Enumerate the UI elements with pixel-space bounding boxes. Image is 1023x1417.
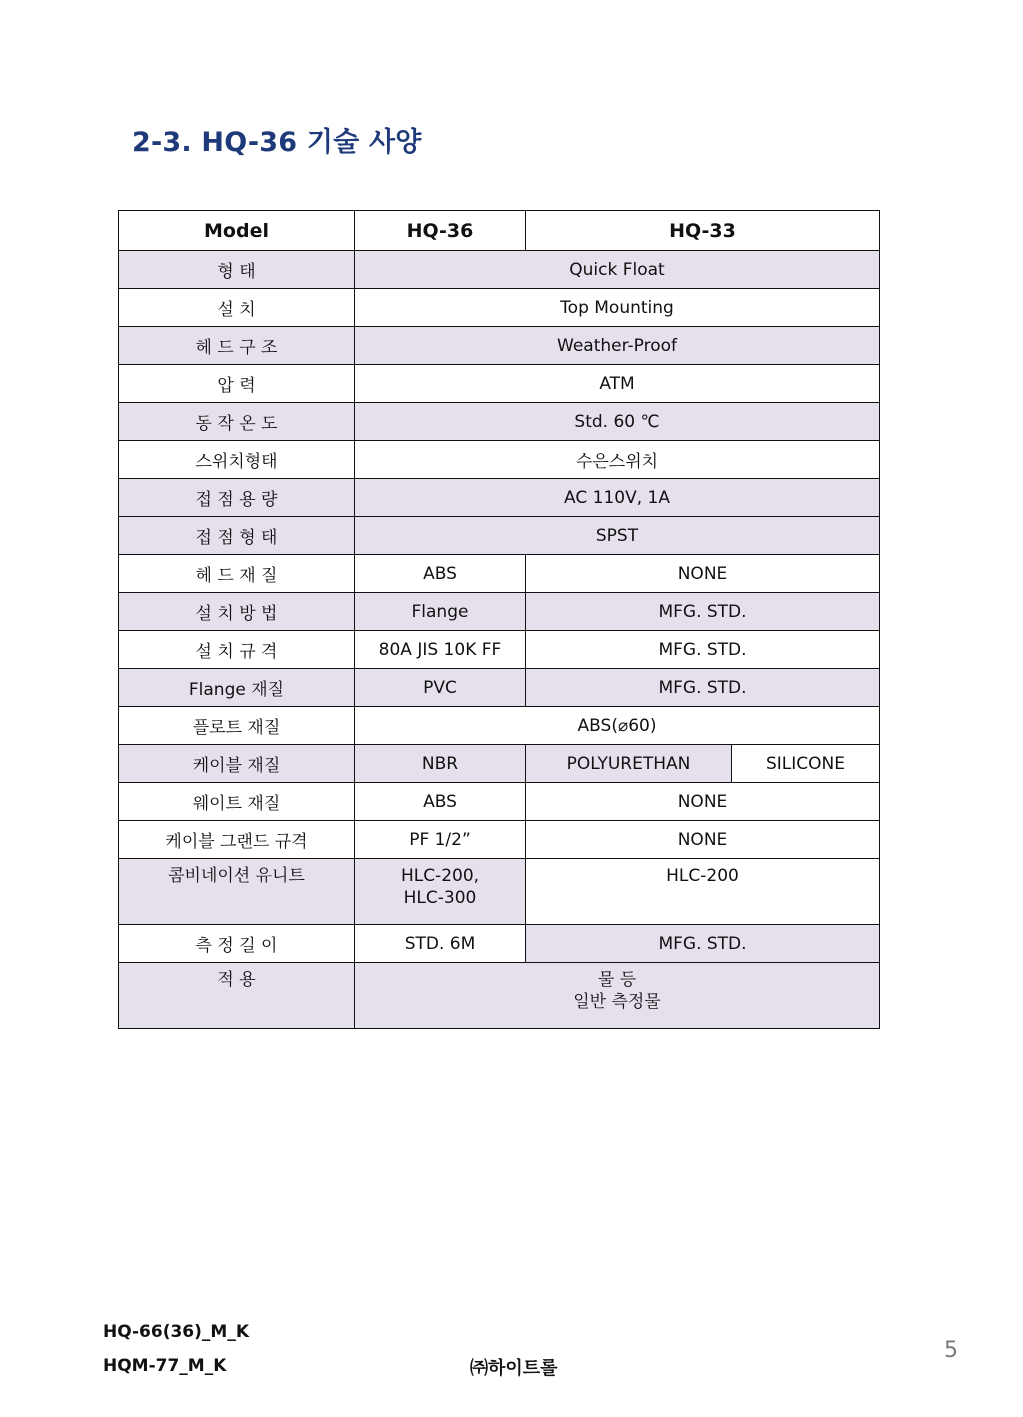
row-label: 압 력 [119,365,355,403]
row-value-hq36: ABS [355,555,526,593]
row-label: Flange 재질 [119,669,355,707]
row-label: 형 태 [119,251,355,289]
table-row [119,707,880,745]
spec-table [118,210,880,1029]
row-value: Weather-Proof [355,327,880,365]
table-row [119,593,880,631]
value-line: HLC-200, [400,866,480,886]
row-label: 웨이트 재질 [119,783,355,821]
table-row [119,251,880,289]
row-value-hq33: MFG. STD. [526,925,880,963]
footer-doc-code-2: HQM-77_M_K [103,1356,227,1376]
row-value-hq36: ABS [355,783,526,821]
header-hq36: HQ-36 [355,211,526,251]
row-label: 접 점 형 태 [119,517,355,555]
row-label: 접 점 용 량 [119,479,355,517]
header-model: Model [119,211,355,251]
table-row [119,289,880,327]
row-value-hq36 [355,859,526,925]
row-label: 콤비네이션 유니트 [119,859,355,925]
row-value: 수은스위치 [355,441,880,479]
row-value [355,963,880,1029]
table-header-row [119,211,880,251]
table-row [119,821,880,859]
row-value-hq36: 80A JIS 10K FF [355,631,526,669]
row-label: 적 용 [119,963,355,1029]
row-value-hq33: MFG. STD. [526,669,880,707]
row-value: ABS(⌀60) [355,707,880,745]
footer-company: ㈜하이트롤 [470,1358,558,1379]
row-value-hq33: MFG. STD. [526,593,880,631]
row-label: 동 작 온 도 [119,403,355,441]
table-row [119,859,880,925]
row-value-hq36: PVC [355,669,526,707]
table-row [119,925,880,963]
row-label: 헤 드 재 질 [119,555,355,593]
header-hq33: HQ-33 [526,211,880,251]
row-value: SPST [355,517,880,555]
value-line: 일반 측정물 [573,992,661,1012]
page-title: 2-3. HQ-36 기술 사양 [132,127,422,158]
footer-doc-code-1: HQ-66(36)_M_K [103,1322,249,1342]
table-row [119,745,880,783]
row-value-hq33: MFG. STD. [526,631,880,669]
row-label: 케이블 그랜드 규격 [119,821,355,859]
row-label: 스위치형태 [119,441,355,479]
page-number: 5 [944,1338,958,1363]
row-value-hq33-b: SILICONE [732,745,880,783]
row-value-hq36: PF 1/2” [355,821,526,859]
table-row [119,631,880,669]
table-row [119,365,880,403]
row-value: AC 110V, 1A [355,479,880,517]
row-label: 설 치 방 법 [119,593,355,631]
row-value-hq33: NONE [526,555,880,593]
table-row [119,327,880,365]
table-row [119,783,880,821]
row-label: 플로트 재질 [119,707,355,745]
row-value-hq36: Flange [355,593,526,631]
row-value: ATM [355,365,880,403]
table-row [119,669,880,707]
row-value: Top Mounting [355,289,880,327]
row-value-hq36: STD. 6M [355,925,526,963]
row-label: 헤 드 구 조 [119,327,355,365]
table-row [119,441,880,479]
row-value-hq33-a: POLYURETHAN [526,745,732,783]
row-label: 측 정 길 이 [119,925,355,963]
row-value-hq36: NBR [355,745,526,783]
table-row [119,517,880,555]
row-value: Std. 60 ℃ [355,403,880,441]
row-value-hq33: NONE [526,783,880,821]
row-label: 케이블 재질 [119,745,355,783]
row-label: 설 치 규 격 [119,631,355,669]
value-line: 물 등 [597,970,637,990]
row-value-hq33: NONE [526,821,880,859]
value-line: HLC-300 [403,888,477,908]
table-row [119,479,880,517]
row-value: Quick Float [355,251,880,289]
table-row [119,555,880,593]
table-row [119,963,880,1029]
row-value-hq33: HLC-200 [526,859,880,925]
table-row [119,403,880,441]
row-label: 설 치 [119,289,355,327]
